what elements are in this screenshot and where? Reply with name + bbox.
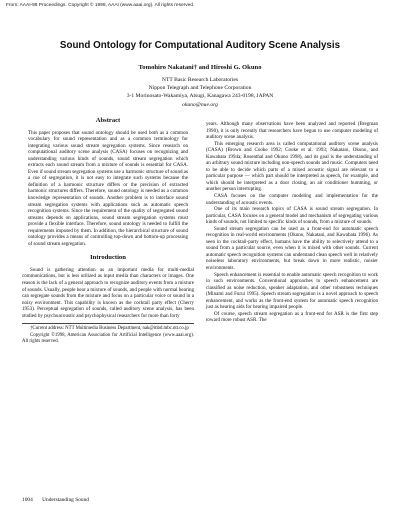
copyright-banner: From: AAAI-98 Proceedings. Copyright © 1998, AAAI (www.aaai.org). All rights reserved. [6, 3, 195, 8]
affiliation-email: okuno@nue.org [182, 101, 218, 108]
paragraph: CASA focuses on the computer modeling and implementation for the understanding of acoustic events. [206, 193, 378, 206]
right-column [206, 121, 378, 324]
paragraph: years. Although many observations have been analyzed and reported (Bregman 1990), it is only recently that researchers have begun to use computer modeling of auditory scene analysis. [206, 121, 378, 141]
left-column [22, 118, 194, 345]
page-footer [22, 497, 97, 503]
affiliation-lab: NTT Basic Research Laboratories [161, 77, 239, 83]
affiliation-address: 3-1 Morinosato-Wakamiya, Atsugi, Kanagawa 243-0198, JAPAN [126, 93, 274, 100]
footnote [22, 323, 194, 345]
paragraph: One of its main research topics of CASA is sound stream segregation. In particular, CASA focuses on a general model and mechanism of segregating various kinds of sounds, not limited to specific kinds of sounds, from a mixture of sounds. [206, 206, 378, 226]
affiliation-company: Nippon Telegraph and Telephone Corporation [148, 85, 252, 92]
affiliation-block [0, 76, 400, 109]
paper-title: Sound Ontology for Computational Auditory Scene Analysis [59, 40, 341, 51]
abstract-text: This paper proposes that sound ontology should be used both as a common vocabulary for sound representation and as a common terminology for integrating various sound stream segregation systems. Since research on computational auditory scene analysis (CASA) focuses on recognizing and understanding various kinds of sounds, sound stream segregation which extracts each sound stream from a mixture of sounds is essential for CASA. Even if sound stream segregation systems use a harmonic structure of sound as a cue of segregation, it is not easy to integrate such systems because the definition of a harmonic structure differs or the precision of extracted harmonic structures differs. Therefore, sound ontology is needed as a common knowledge representation of sounds. Another problem is to interface sound stream segregation systems with applications such as automatic speech recognition systems. Since the requirement of the quality of segregated sound streams depends on applications, sound stream segregation systems must provide a flexible interface. Therefore, sound ontology is needed to fulfill the requirements imposed by them. In addition, the hierarchical structure of sound ontology provides a means of controlling top-down and bottom-up processing of sound stream segregation. [28, 129, 188, 247]
paragraph: Speech enhancement is essential to enable automatic speech recognition to work in such environments. Conventional approaches to speech enhancement are classified as noise reduction, speaker adaptation, and other robustness techniques (Minami and Furui 1995). Speech stream segregation is a novel approach to speech enhancement, and works as the front-end system for automatic speech recognition just as hearing aids for hearing impaired people. [206, 271, 378, 311]
paragraph: Of course, speech stream segregation as a front-end for ASR is the first step toward more robust ASR. The [206, 310, 378, 324]
author-list: Tomohiro Nakatani† and Hiroshi G. Okuno [138, 64, 262, 71]
abstract-heading: Abstract [95, 117, 121, 124]
introduction-heading: Introduction [90, 254, 126, 262]
paragraph: This emerging research area is called computational auditory scene analysis (CASA) (Brown and Cooke 1992; Cooke et al. 1993; Nakatani, Okuno, and Kawabata 1994a; Rosenthal and Okuno 1998), and its goal is the understanding of an arbitrary sound mixture including non-speech sounds and music. Computers need to be able to decide which parts of a mixed acoustic signal are relevant to a particular purpose — which part should be interpreted as speech, for example, and which should be interpreted as a door closing, an air conditioner humming, or another person interrupting. [206, 140, 378, 193]
footnote-address: †Current address: NTT Multimedia Business Department, nak@mbd.mbc.ntt.co.jp [30, 326, 189, 332]
footnote-copyright: Copyright ©1998, American Association for Artificial Intelligence (www.aaai.org). All rights reserved. [22, 332, 194, 344]
page-number: 1004 [22, 497, 33, 503]
introduction-text: Sound is gathering attention as an important media for multi-medial communications, but is less utilized as input media than characters or images. One reason is the lack of a general approach to recognize auditory events from a mixture of sounds. Usually, people hear a mixture of sounds, and people with normal hearing can segregate sounds from the mixture and focus on a particular voice or sound in a noisy environment. This capability is known as the cocktail party effect (Cherry 1953). Perceptual segregation of sounds, called auditory scene analysis, has been studied by psychoacoustic and psychophysical researchers for more than forty [22, 266, 194, 319]
footer-section: Understanding Sound [42, 497, 90, 503]
paragraph: Sound stream segregation can be used as a front-end for automatic speech recognition in real-world environments (Okuno, Nakatani, and Kawabata 1996). As seen in the cocktail-party effect, humans have the ability to selectively attend to a sound from a particular source, even when it is mixed with other sounds. Current automatic speech recognition systems can understand clean speech well in relatively noiseless laboratory environments, but break down in more realistic, noisier environments. [206, 225, 378, 272]
